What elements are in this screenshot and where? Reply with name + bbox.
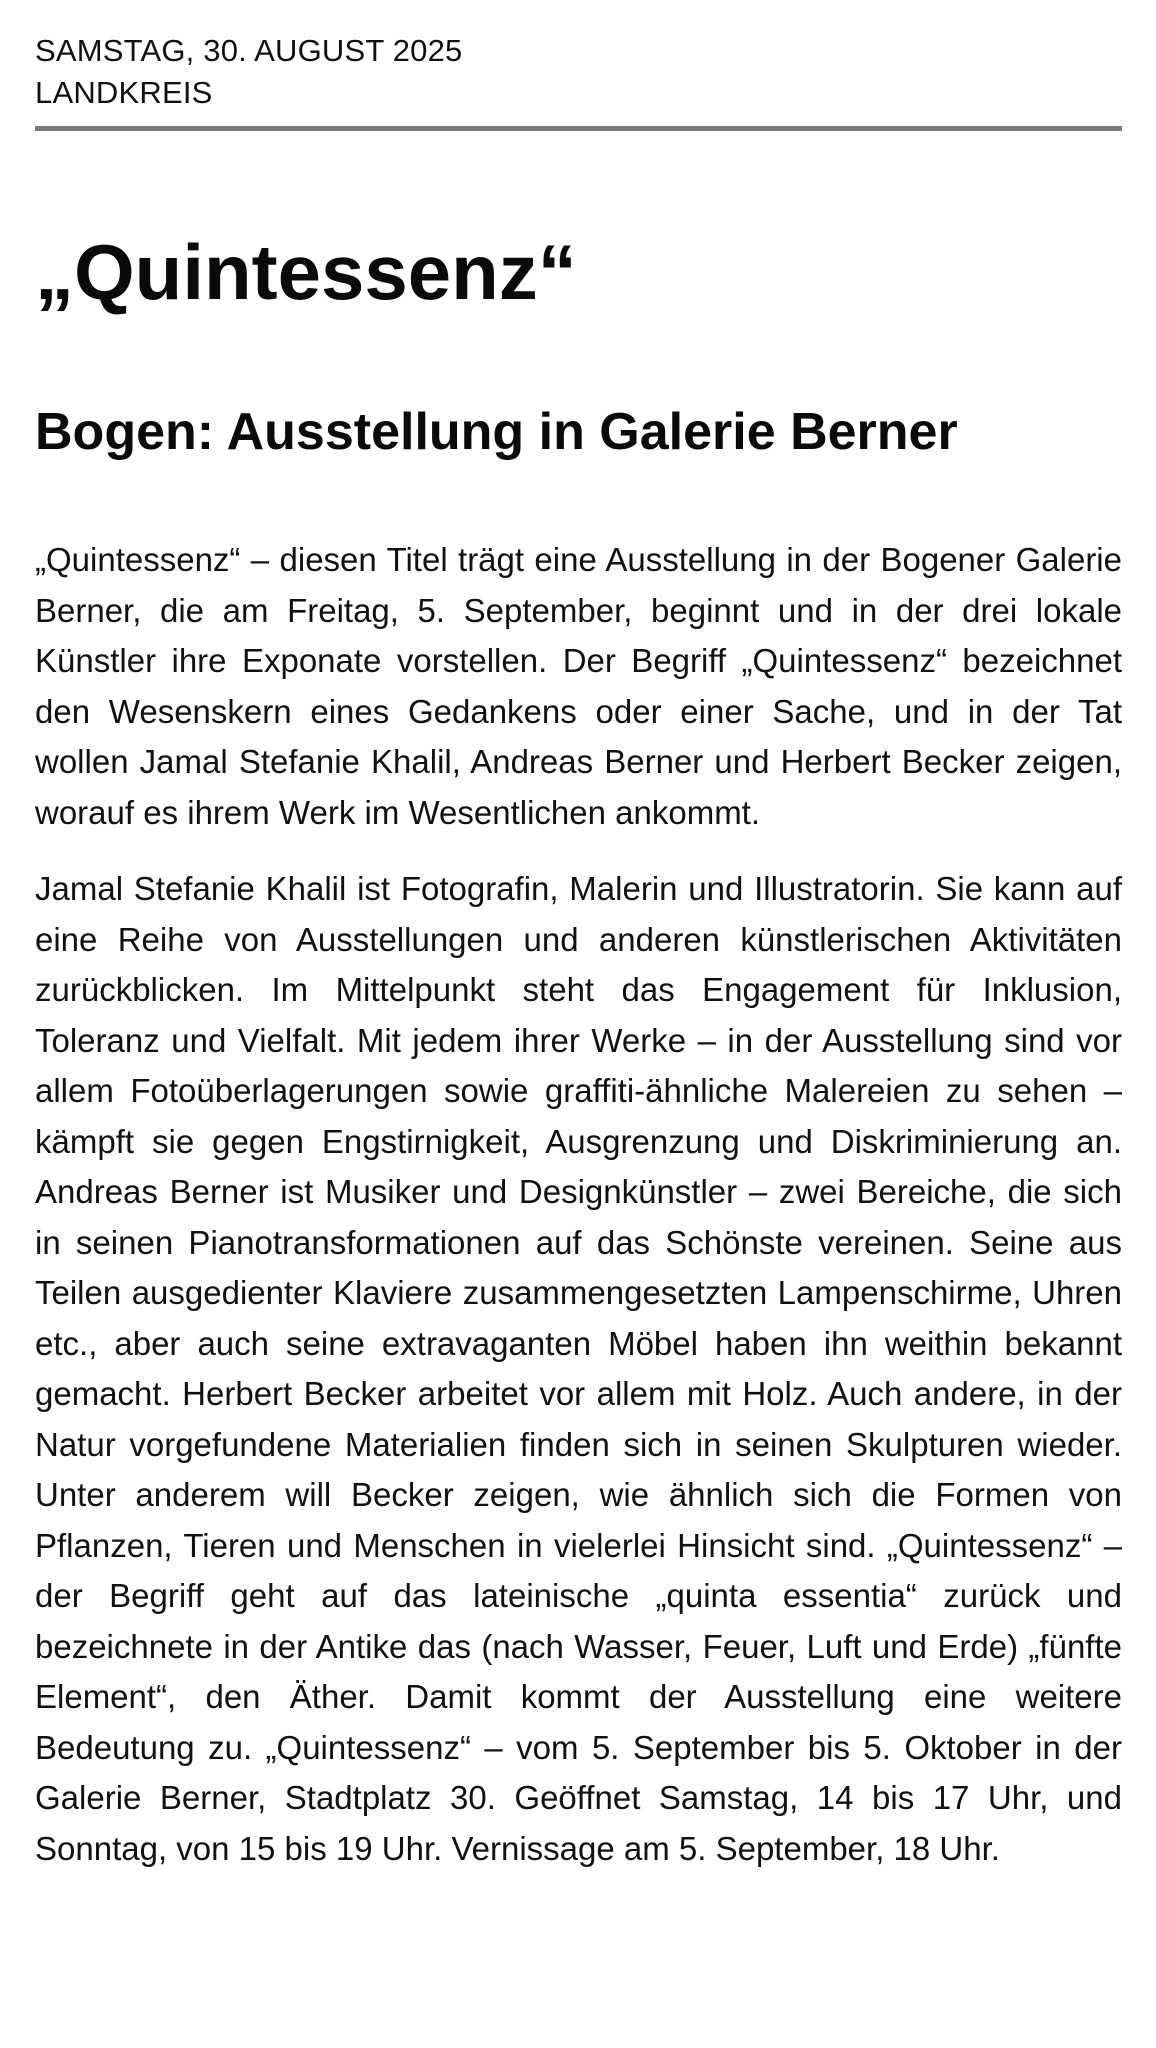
article-subheadline: Bogen: Ausstellung in Galerie Berner [35,403,958,461]
header-divider [35,126,1122,131]
article-headline: „Quintessenz“ [35,228,577,316]
article-paragraph-1: „Quintessenz“ – diesen Titel trägt eine Ausstellung in der Bogener Galerie Berner, die am Freitag, 5. September, beginnt und in der drei lokale Künstler ihre Exponate vorstellen. Der Begriff „Quintessenz“ bezeichnet den Wesenskern eines Gedankens oder einer Sache, und in der Tat wollen Jamal Stefanie Khalil, Andreas Berner und Herbert Becker zeigen, worauf es ihrem Werk im Wesentlichen ankommt. [35,541,1122,831]
section-label: LANDKREIS [35,75,213,110]
publication-date: SAMSTAG, 30. AUGUST 2025 [35,33,463,68]
article-body [35,535,1122,1874]
article-page [35,0,1122,1900]
page-header [35,30,1122,114]
article-paragraph-2: Jamal Stefanie Khalil ist Fotografin, Malerin und Illustratorin. Sie kann auf eine Reihe von Ausstellungen und anderen künstlerischen Aktivitäten zurückblicken. Im Mittelpunkt steht das Engagement für Inklusion, Toleranz und Vielfalt. Mit jedem ihrer Werke – in der Ausstellung sind vor allem Fotoüberlagerungen sowie graffiti-ähnliche Malereien zu sehen – kämpft sie gegen Engstirnigkeit, Ausgrenzung und Diskriminierung an. Andreas Berner ist Musiker und Designkünstler – zwei Bereiche, die sich in seinen Pianotransformationen auf das Schönste vereinen. Seine aus Teilen ausgedienter Klaviere zusammengesetzten Lampenschirme, Uhren etc., aber auch seine extravaganten Möbel haben ihn weithin bekannt gemacht. Herbert Becker arbeitet vor allem mit Holz. Auch andere, in der Natur vorgefundene Materialien finden sich in seinen Skulpturen wieder. Unter anderem will Becker zeigen, wie ähnlich sich die Formen von Pflanzen, Tieren und Menschen in vielerlei Hinsicht sind. „Quintessenz“ – der Begriff geht auf das lateinische „quinta essentia“ zurück und bezeichnete in der Antike das (nach Wasser, Feuer, Luft und Erde) „fünfte Element“, den Äther. Damit kommt der Ausstellung eine weitere Bedeutung zu. „Quintessenz“ – vom 5. September bis 5. Oktober in der Galerie Berner, Stadtplatz 30. Geöffnet Samstag, 14 bis 17 Uhr, und Sonntag, von 15 bis 19 Uhr. Vernissage am 5. September, 18 Uhr. [35,870,1122,1867]
